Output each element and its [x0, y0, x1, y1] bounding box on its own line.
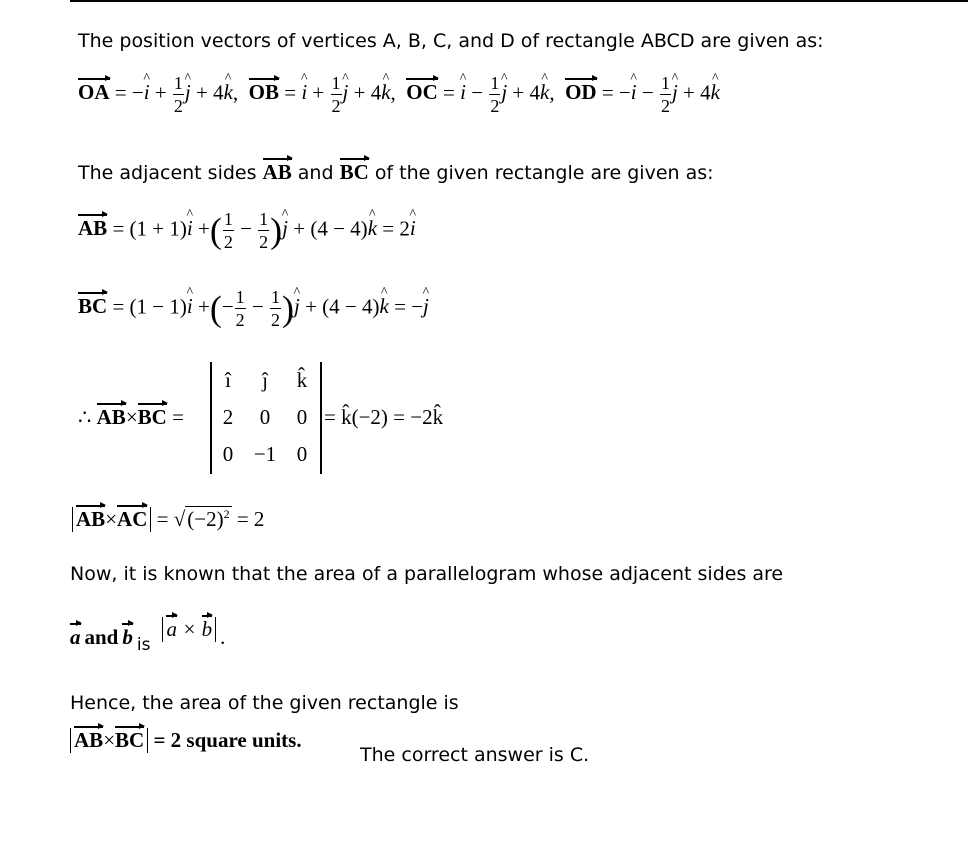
det-cell: î	[225, 368, 231, 392]
det-result: = k̂(−2) = −2k̂	[324, 405, 444, 429]
intro-text: The position vectors of vertices A, B, C, and D of rectangle ABCD are given as:	[78, 30, 824, 52]
det-cell: k̂	[296, 368, 308, 392]
ob-label: OB	[248, 80, 279, 105]
hence-text: Hence, the area of the given rectangle is	[70, 692, 459, 714]
det-cell: −1	[253, 442, 277, 466]
sides-intro: The adjacent sides AB and BC of the given rectangle are given as:	[78, 160, 714, 184]
det-cell: 0	[222, 442, 234, 466]
answer-text: The correct answer is C.	[360, 744, 590, 766]
magnitude-line: $AB\times AC = √(-2)^2 = 2$	[72, 506, 264, 532]
bc-expression: BC = (1 − 1)^ i +(− $\frac{1}{2}$ − $\frac{1}{2}$ )^ j + (4 − 4)^ k = −^ j	[78, 288, 429, 329]
position-vectors: OA = −^ i + $\frac{1}{2}$ ^ j + 4^ k, OB = ^ i + $\frac{1}{2}$ ^ j + 4^ k, OC = ^ i − $\frac{1}{2}$ ^ j + 4^ k, OD = −^ i − $\frac{1}{2}$ ^ j + 4^ k	[78, 74, 720, 115]
cross-product-label: ∴ AB×BC =	[78, 405, 184, 429]
det-cell: ĵ	[262, 368, 268, 392]
oc-label: OC	[406, 80, 438, 105]
area-result: AB×BC = 2 square units.	[70, 728, 302, 753]
od-label: OD	[565, 80, 597, 105]
det-cell: 0	[296, 442, 308, 466]
ab-expression: AB = (1 + 1)^ i +( $\frac{1}{2}$ − $\frac{1}{2}$ )^ j + (4 − 4)^ k = 2^ i	[78, 210, 416, 251]
det-cell: 2	[222, 405, 234, 429]
oa-label: OA	[78, 80, 110, 105]
det-cell: 0	[296, 405, 308, 429]
det-cell: 0	[259, 405, 271, 429]
a-b-line: a and b is a × b .	[70, 617, 226, 655]
known-text: Now, it is known that the area of a parallelogram whose adjacent sides are	[70, 563, 784, 585]
top-rule	[70, 0, 968, 2]
